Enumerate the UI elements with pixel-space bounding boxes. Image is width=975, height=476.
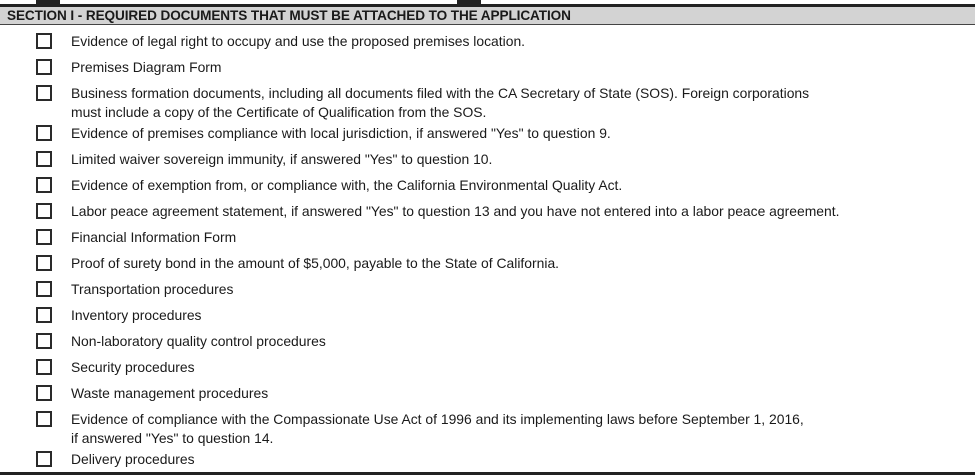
- checklist-item-label: Inventory procedures: [71, 307, 202, 323]
- checklist-item-label: Financial Information Form: [71, 229, 237, 245]
- checkbox[interactable]: [36, 333, 52, 349]
- checkbox[interactable]: [36, 125, 52, 141]
- checkbox[interactable]: [36, 385, 52, 401]
- section-bottom-rule: [0, 472, 975, 475]
- checklist-item-label: Labor peace agreement statement, if answered "Yes" to question 13 and you have not entered into a labor peace agreement.: [71, 203, 840, 219]
- checklist-item-label: Evidence of compliance with the Compassionate Use Act of 1996 and its implementing laws before September 1, 2016,: [71, 411, 804, 427]
- checklist-item-label: Limited waiver sovereign immunity, if answered "Yes" to question 10.: [71, 151, 493, 167]
- checkbox[interactable]: [36, 33, 52, 49]
- checkbox[interactable]: [36, 307, 52, 323]
- checkbox[interactable]: [36, 59, 52, 75]
- checkbox[interactable]: [36, 203, 52, 219]
- checklist-item-label: Non-laboratory quality control procedures: [71, 333, 326, 349]
- checklist-item-label: must include a copy of the Certificate of Qualification from the SOS.: [71, 104, 487, 120]
- checkbox[interactable]: [36, 85, 52, 101]
- checklist-item-label: Security procedures: [71, 359, 195, 375]
- checkbox[interactable]: [36, 229, 52, 245]
- checkbox[interactable]: [36, 411, 52, 427]
- checkbox[interactable]: [36, 451, 52, 467]
- checkbox[interactable]: [36, 255, 52, 271]
- checklist-item-label: Waste management procedures: [71, 385, 269, 401]
- checklist-item-label: Evidence of premises compliance with local jurisdiction, if answered "Yes" to question 9.: [71, 125, 611, 141]
- checklist-item-label: Evidence of legal right to occupy and use the proposed premises location.: [71, 33, 526, 49]
- checklist-item-label: Premises Diagram Form: [71, 59, 222, 75]
- checklist-item-label: if answered "Yes" to question 14.: [71, 430, 274, 446]
- checkbox[interactable]: [36, 359, 52, 375]
- checklist-item-label: Proof of surety bond in the amount of $5,000, payable to the State of California.: [71, 255, 560, 271]
- checklist-item-label: Delivery procedures: [71, 451, 195, 467]
- checklist-item-label: Business formation documents, including all documents filed with the CA Secretary of State (SOS). Foreign corporations: [71, 85, 810, 101]
- section-header: SECTION I - REQUIRED DOCUMENTS THAT MUST BE ATTACHED TO THE APPLICATION: [0, 7, 975, 25]
- checklist-item-label: Evidence of exemption from, or compliance with, the California Environmental Quality Act.: [71, 177, 623, 193]
- checkbox[interactable]: [36, 281, 52, 297]
- checkbox[interactable]: [36, 151, 52, 167]
- checkbox[interactable]: [36, 177, 52, 193]
- checklist-item-label: Transportation procedures: [71, 281, 234, 297]
